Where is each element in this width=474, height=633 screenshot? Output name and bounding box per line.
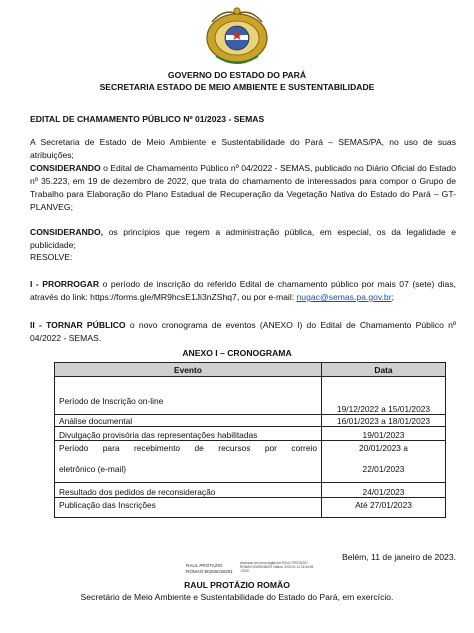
event-cell (55, 377, 322, 415)
table-row (55, 427, 446, 441)
item-text: o período de inscrição do referido Edital de chamamento público por mais 07 (sete) dias, através do link: https://forms.gle/MR9hcsE1Ji3nZShq7, ou por e-mail: (30, 279, 457, 302)
item-lead: I - PRORROGAR (30, 279, 100, 289)
table-header-row (55, 363, 446, 377)
item-1-paragraph (30, 278, 456, 304)
table-row (55, 441, 446, 483)
date-cell: 19/01/2023 (322, 427, 446, 441)
government-header-line1: GOVERNO DO ESTADO DO PARÁ (167, 70, 307, 80)
event-text: Período para recebimento de recursos por correio (59, 443, 317, 453)
intro-paragraph: A Secretaria de Estado de Meio Ambiente e Sustentabilidade do Pará – SEMAS/PA, no uso de suas atribuições; (30, 137, 456, 160)
event-text: Período de Inscrição on-line (59, 396, 164, 406)
considerando-paragraph-2 (30, 226, 456, 252)
considerando-lead: CONSIDERANDO, (30, 227, 104, 237)
date-text-continued: 22/01/2023 (362, 464, 405, 474)
column-header-date: Data (322, 363, 446, 377)
schedule-table (54, 362, 446, 518)
para-coat-of-arms-icon (204, 4, 270, 66)
table-row (55, 377, 446, 415)
date-text: 20/01/2023 a (359, 443, 408, 453)
event-cell (55, 441, 322, 483)
annex-title: ANEXO I – CRONOGRAMA (182, 348, 292, 358)
digital-signature-stamp (186, 563, 233, 575)
date-cell (322, 441, 446, 483)
item-lead: II - TORNAR PÚBLICO (30, 320, 126, 330)
event-text-continued: eletrônico (e-mail) (59, 464, 127, 474)
column-header-event: Evento (55, 363, 322, 377)
event-cell: Divulgação provisória das representações habilitadas (55, 427, 322, 441)
event-cell: Publicação das Inscrições (55, 498, 322, 518)
considerando-text: os princípios que regem a administração pública, em especial, os da legalidade e publicidade; (30, 227, 456, 250)
resolve-heading: RESOLVE: (30, 252, 73, 262)
considerando-paragraph-1 (30, 162, 456, 214)
item-text: o novo cronograma de eventos (ANEXO I) do Edital de Chamamento Público nº 04/2022 - SEMAS. (30, 320, 456, 343)
email-link[interactable]: nugac@semas.pa.gov.br (296, 292, 392, 302)
signature-name-line2: ROMAO:90255038291 (186, 569, 233, 574)
considerando-lead: CONSIDERANDO (30, 163, 101, 173)
event-cell: Resultado dos pedidos de reconsideração (55, 483, 322, 498)
date-cell: 16/01/2023 a 18/01/2023 (322, 415, 446, 427)
signer-role: Secretário de Meio Ambiente e Sustentabilidade do Estado do Pará, em exercício. (80, 592, 394, 602)
table-row (55, 498, 446, 518)
table-row (55, 415, 446, 427)
place-date: Belém, 11 de janeiro de 2023. (341, 552, 456, 562)
date-cell: 24/01/2023 (322, 483, 446, 498)
signer-name: RAUL PROTÁZIO ROMÃO (184, 580, 290, 590)
government-header-line2: SECRETARIA ESTADO DE MEIO AMBIENTE E SUSTENTABILIDADE (99, 82, 375, 92)
item-2-paragraph (30, 319, 456, 345)
table-row (55, 483, 446, 498)
edital-title: EDITAL DE CHAMAMENTO PÚBLICO Nº 01/2023 - SEMAS (30, 114, 265, 124)
signature-name-line1: RAUL PROTAZIO (186, 563, 223, 568)
item-tail: ; (391, 292, 394, 302)
date-cell: Até 27/01/2023 (322, 498, 446, 518)
signature-detail: Assinado de forma digital por RAUL PROTAZIO ROMAO:90255038291 Dados: 2023.01.11 16:44:05 -03'00' (240, 561, 314, 574)
date-cell: 19/12/2022 a 15/01/2023 (322, 377, 446, 415)
considerando-text: o Edital de Chamamento Público nº 04/2022 - SEMAS, publicado no Diário Oficial do Estado nº 35.223, em 19 de dezembro de 2022, que trata do chamamento de interessados para compor o Grupo de Trabalho para Elaboração do Plano Estadual de Recuperação da Vegetação Nativa do Estado do Pará – GT-PLANVEG; (30, 163, 456, 212)
event-cell: Análise documental (55, 415, 322, 427)
